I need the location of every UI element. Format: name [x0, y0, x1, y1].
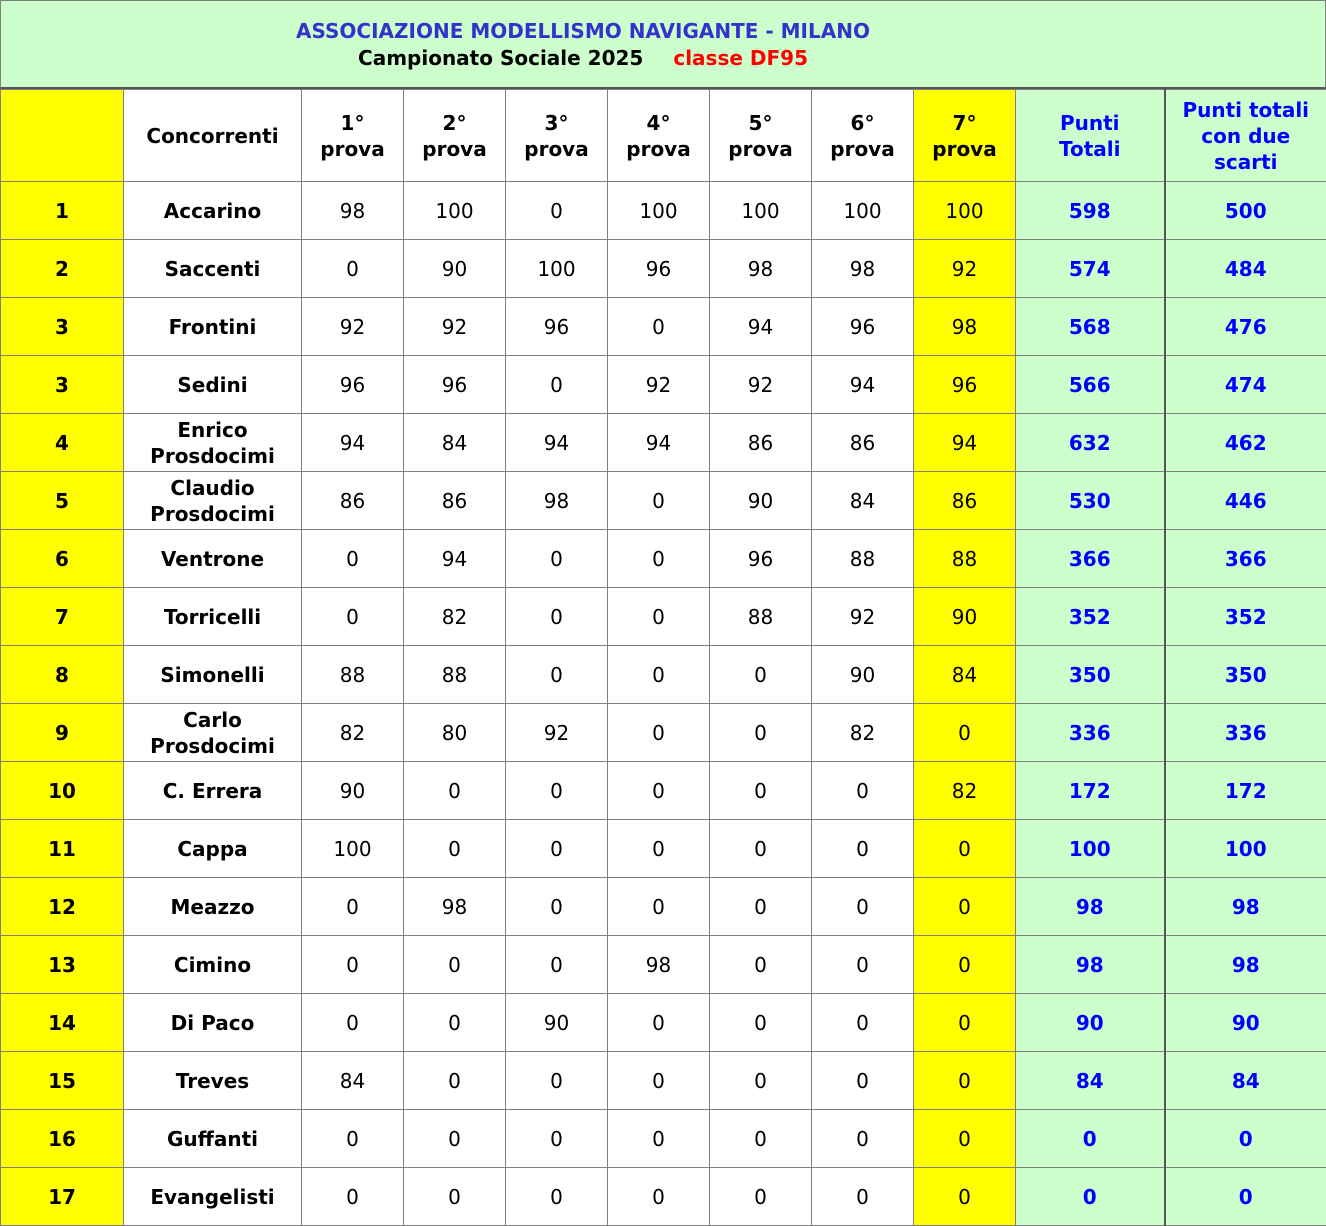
race-4-score-cell: 0: [608, 1052, 710, 1110]
position-cell: 1: [1, 182, 124, 240]
race-1-score-cell: 100: [302, 820, 404, 878]
race-6-score-cell: 86: [812, 414, 914, 472]
race-1-score-cell: 0: [302, 994, 404, 1052]
competitor-name-part: Carlo: [183, 708, 242, 732]
competitor-name-cell: [124, 356, 302, 414]
race-7-score-cell: 86: [914, 472, 1016, 530]
table-row: [1, 356, 1326, 414]
competitor-name-part: Saccenti: [165, 257, 261, 281]
race-2-score-cell: 0: [404, 1168, 506, 1226]
table-row: [1, 820, 1326, 878]
table-row: [1, 1110, 1326, 1168]
race-5-score-cell: 0: [710, 646, 812, 704]
race-6-score-cell: 0: [812, 762, 914, 820]
total-points-header: Punti Totali: [1016, 90, 1165, 182]
race-3-score-cell: 0: [506, 762, 608, 820]
race-7-score-cell: 0: [914, 704, 1016, 762]
race-7-score-cell: 90: [914, 588, 1016, 646]
race-5-score-cell: 0: [710, 936, 812, 994]
race-2-score-cell: 100: [404, 182, 506, 240]
race-3-score-cell: 0: [506, 820, 608, 878]
competitor-name-cell: [124, 936, 302, 994]
race-3-score-cell: 0: [506, 1110, 608, 1168]
race-7-score-cell: 100: [914, 182, 1016, 240]
race-3-score-cell: 0: [506, 936, 608, 994]
competitor-name-part: Cimino: [174, 953, 251, 977]
race-1-score-cell: 0: [302, 240, 404, 298]
total-points-cell: 598: [1016, 182, 1165, 240]
race-6-score-cell: 0: [812, 1110, 914, 1168]
competitor-name-cell: [124, 994, 302, 1052]
race-5-score-cell: 98: [710, 240, 812, 298]
race-4-score-cell: 0: [608, 762, 710, 820]
race-3-score-cell: 96: [506, 298, 608, 356]
race-1-score-cell: 0: [302, 1168, 404, 1226]
race-5-score-cell: 0: [710, 704, 812, 762]
race-6-score-cell: 92: [812, 588, 914, 646]
total-points-cell: 90: [1016, 994, 1165, 1052]
race-5-score-cell: 0: [710, 1052, 812, 1110]
race-4-score-cell: 94: [608, 414, 710, 472]
position-cell: 6: [1, 530, 124, 588]
total-points-cell: 0: [1016, 1168, 1165, 1226]
race-4-score-cell: 0: [608, 994, 710, 1052]
table-row: [1, 414, 1326, 472]
race-3-score-cell: 0: [506, 878, 608, 936]
position-cell: 11: [1, 820, 124, 878]
standings-table: [0, 89, 1326, 1226]
table-row: [1, 298, 1326, 356]
position-cell: 3: [1, 356, 124, 414]
race-2-header: 2° prova: [404, 90, 506, 182]
race-6-header: 6° prova: [812, 90, 914, 182]
race-2-score-cell: 98: [404, 878, 506, 936]
net-total-cell: 0: [1165, 1110, 1326, 1168]
net-total-cell: 84: [1165, 1052, 1326, 1110]
net-total-cell: 500: [1165, 182, 1326, 240]
net-total-cell: 350: [1165, 646, 1326, 704]
association-title: ASSOCIAZIONE MODELLISMO NAVIGANTE - MILANO: [1, 19, 1165, 43]
table-row: [1, 1168, 1326, 1226]
position-cell: 17: [1, 1168, 124, 1226]
competitor-name-cell: [124, 472, 302, 530]
race-5-score-cell: 86: [710, 414, 812, 472]
competitor-name-part: Treves: [176, 1069, 249, 1093]
race-2-score-cell: 80: [404, 704, 506, 762]
race-1-score-cell: 0: [302, 588, 404, 646]
table-row: [1, 472, 1326, 530]
position-cell: 9: [1, 704, 124, 762]
race-6-score-cell: 94: [812, 356, 914, 414]
race-4-score-cell: 0: [608, 472, 710, 530]
race-2-score-cell: 94: [404, 530, 506, 588]
race-5-score-cell: 0: [710, 1110, 812, 1168]
competitor-name-part: C. Errera: [163, 779, 263, 803]
total-points-cell: 98: [1016, 936, 1165, 994]
race-5-header: 5° prova: [710, 90, 812, 182]
net-total-cell: 172: [1165, 762, 1326, 820]
race-2-score-cell: 0: [404, 1110, 506, 1168]
net-total-header: Punti totali con due scarti: [1165, 90, 1326, 182]
race-2-score-cell: 92: [404, 298, 506, 356]
race-6-score-cell: 82: [812, 704, 914, 762]
total-points-cell: 352: [1016, 588, 1165, 646]
race-3-score-cell: 90: [506, 994, 608, 1052]
race-4-score-cell: 100: [608, 182, 710, 240]
table-row: [1, 646, 1326, 704]
race-1-score-cell: 94: [302, 414, 404, 472]
competitor-name-part: Prosdocimi: [150, 502, 275, 526]
competitor-name-cell: [124, 704, 302, 762]
total-points-cell: 84: [1016, 1052, 1165, 1110]
total-points-cell: 568: [1016, 298, 1165, 356]
net-total-cell: 352: [1165, 588, 1326, 646]
race-5-score-cell: 0: [710, 820, 812, 878]
position-cell: 12: [1, 878, 124, 936]
race-6-score-cell: 96: [812, 298, 914, 356]
total-points-cell: 0: [1016, 1110, 1165, 1168]
net-total-cell: 476: [1165, 298, 1326, 356]
standings-body: [1, 182, 1326, 1226]
net-total-cell: 366: [1165, 530, 1326, 588]
competitor-name-cell: [124, 820, 302, 878]
race-4-header: 4° prova: [608, 90, 710, 182]
race-2-score-cell: 88: [404, 646, 506, 704]
race-7-score-cell: 0: [914, 1052, 1016, 1110]
race-2-score-cell: 0: [404, 1052, 506, 1110]
race-7-score-cell: 82: [914, 762, 1016, 820]
race-4-score-cell: 0: [608, 298, 710, 356]
race-1-score-cell: 0: [302, 878, 404, 936]
race-4-score-cell: 0: [608, 1168, 710, 1226]
race-2-score-cell: 0: [404, 762, 506, 820]
race-1-score-cell: 90: [302, 762, 404, 820]
race-4-score-cell: 0: [608, 704, 710, 762]
race-2-score-cell: 0: [404, 820, 506, 878]
net-total-cell: 90: [1165, 994, 1326, 1052]
race-2-score-cell: 82: [404, 588, 506, 646]
race-6-score-cell: 84: [812, 472, 914, 530]
race-1-score-cell: 84: [302, 1052, 404, 1110]
race-4-score-cell: 0: [608, 820, 710, 878]
race-7-score-cell: 0: [914, 936, 1016, 994]
race-4-score-cell: 96: [608, 240, 710, 298]
position-cell: 8: [1, 646, 124, 704]
position-header: [1, 90, 124, 182]
competitor-name-part: Evangelisti: [150, 1185, 274, 1209]
position-cell: 5: [1, 472, 124, 530]
race-7-score-cell: 88: [914, 530, 1016, 588]
table-row: [1, 762, 1326, 820]
competitor-name-part: Di Paco: [171, 1011, 255, 1035]
race-1-score-cell: 96: [302, 356, 404, 414]
race-6-score-cell: 0: [812, 820, 914, 878]
position-cell: 10: [1, 762, 124, 820]
race-6-score-cell: 88: [812, 530, 914, 588]
race-7-score-cell: 0: [914, 1168, 1016, 1226]
table-row: [1, 530, 1326, 588]
position-cell: 3: [1, 298, 124, 356]
race-1-score-cell: 98: [302, 182, 404, 240]
race-6-score-cell: 98: [812, 240, 914, 298]
race-4-score-cell: 0: [608, 530, 710, 588]
competitor-name-part: Prosdocimi: [150, 444, 275, 468]
race-5-score-cell: 0: [710, 878, 812, 936]
position-cell: 4: [1, 414, 124, 472]
competitor-name-part: Meazzo: [171, 895, 255, 919]
table-row: [1, 182, 1326, 240]
position-cell: 16: [1, 1110, 124, 1168]
competitor-name-part: Torricelli: [164, 605, 261, 629]
race-1-score-cell: 0: [302, 936, 404, 994]
race-3-score-cell: 0: [506, 356, 608, 414]
race-3-score-cell: 0: [506, 646, 608, 704]
race-3-score-cell: 0: [506, 1052, 608, 1110]
net-total-cell: 474: [1165, 356, 1326, 414]
race-6-score-cell: 0: [812, 1052, 914, 1110]
race-5-score-cell: 92: [710, 356, 812, 414]
race-4-score-cell: 0: [608, 878, 710, 936]
race-7-score-cell: 84: [914, 646, 1016, 704]
race-1-score-cell: 0: [302, 1110, 404, 1168]
competitor-name-part: Enrico: [177, 418, 247, 442]
competitor-name-part: Simonelli: [160, 663, 264, 687]
race-2-score-cell: 90: [404, 240, 506, 298]
competitor-name-part: Accarino: [164, 199, 261, 223]
race-7-score-cell: 92: [914, 240, 1016, 298]
race-7-score-cell: 98: [914, 298, 1016, 356]
competitor-name-cell: [124, 414, 302, 472]
race-3-score-cell: 0: [506, 182, 608, 240]
race-6-score-cell: 100: [812, 182, 914, 240]
race-2-score-cell: 84: [404, 414, 506, 472]
race-7-score-cell: 0: [914, 1110, 1016, 1168]
race-3-score-cell: 0: [506, 530, 608, 588]
competitor-name-part: Ventrone: [161, 547, 264, 571]
total-points-cell: 566: [1016, 356, 1165, 414]
race-2-score-cell: 0: [404, 994, 506, 1052]
net-total-cell: 100: [1165, 820, 1326, 878]
race-4-score-cell: 92: [608, 356, 710, 414]
net-total-cell: 98: [1165, 936, 1326, 994]
championship-subtitle-line: [1, 46, 1165, 70]
race-3-header: 3° prova: [506, 90, 608, 182]
net-total-cell: 98: [1165, 878, 1326, 936]
race-5-score-cell: 100: [710, 182, 812, 240]
competitor-name-cell: [124, 588, 302, 646]
net-total-cell: 462: [1165, 414, 1326, 472]
competitor-name-cell: [124, 1052, 302, 1110]
competitor-name-part: Prosdocimi: [150, 734, 275, 758]
race-1-score-cell: 88: [302, 646, 404, 704]
race-4-score-cell: 98: [608, 936, 710, 994]
total-points-cell: 632: [1016, 414, 1165, 472]
race-3-score-cell: 98: [506, 472, 608, 530]
race-3-score-cell: 0: [506, 1168, 608, 1226]
race-2-score-cell: 96: [404, 356, 506, 414]
race-5-score-cell: 0: [710, 762, 812, 820]
race-7-score-cell: 0: [914, 994, 1016, 1052]
position-cell: 7: [1, 588, 124, 646]
header-banner: [0, 0, 1326, 89]
total-points-cell: 172: [1016, 762, 1165, 820]
race-4-score-cell: 0: [608, 588, 710, 646]
name-header: Concorrenti: [124, 90, 302, 182]
race-5-score-cell: 94: [710, 298, 812, 356]
net-total-cell: 446: [1165, 472, 1326, 530]
race-1-score-cell: 0: [302, 530, 404, 588]
table-row: [1, 878, 1326, 936]
total-points-cell: 336: [1016, 704, 1165, 762]
competitor-name-cell: [124, 182, 302, 240]
table-row: [1, 240, 1326, 298]
competitor-name-cell: [124, 1110, 302, 1168]
competitor-name-cell: [124, 646, 302, 704]
table-row: [1, 936, 1326, 994]
position-cell: 13: [1, 936, 124, 994]
race-5-score-cell: 90: [710, 472, 812, 530]
race-4-score-cell: 0: [608, 646, 710, 704]
race-3-score-cell: 0: [506, 588, 608, 646]
race-2-score-cell: 86: [404, 472, 506, 530]
race-6-score-cell: 0: [812, 936, 914, 994]
position-cell: 14: [1, 994, 124, 1052]
race-1-score-cell: 92: [302, 298, 404, 356]
race-3-score-cell: 94: [506, 414, 608, 472]
table-row: [1, 994, 1326, 1052]
competitor-name-part: Guffanti: [167, 1127, 258, 1151]
race-6-score-cell: 0: [812, 878, 914, 936]
race-6-score-cell: 90: [812, 646, 914, 704]
race-7-score-cell: 0: [914, 820, 1016, 878]
race-1-score-cell: 86: [302, 472, 404, 530]
race-2-score-cell: 0: [404, 936, 506, 994]
race-5-score-cell: 96: [710, 530, 812, 588]
competitor-name-cell: [124, 530, 302, 588]
header-row: [1, 90, 1326, 182]
competitor-name-cell: [124, 240, 302, 298]
race-5-score-cell: 88: [710, 588, 812, 646]
net-total-cell: 484: [1165, 240, 1326, 298]
competitor-name-cell: [124, 1168, 302, 1226]
total-points-cell: 98: [1016, 878, 1165, 936]
position-cell: 15: [1, 1052, 124, 1110]
race-7-score-cell: 0: [914, 878, 1016, 936]
competitor-name-cell: [124, 762, 302, 820]
net-total-cell: 336: [1165, 704, 1326, 762]
race-7-header: 7° prova: [914, 90, 1016, 182]
championship-subtitle: Campionato Sociale 2025: [358, 46, 643, 70]
race-1-header: 1° prova: [302, 90, 404, 182]
competitor-name-part: Cappa: [177, 837, 247, 861]
race-6-score-cell: 0: [812, 1168, 914, 1226]
race-5-score-cell: 0: [710, 1168, 812, 1226]
race-5-score-cell: 0: [710, 994, 812, 1052]
total-points-cell: 574: [1016, 240, 1165, 298]
table-row: [1, 588, 1326, 646]
race-6-score-cell: 0: [812, 994, 914, 1052]
competitor-name-cell: [124, 878, 302, 936]
competitor-name-part: Frontini: [169, 315, 257, 339]
class-label: classe DF95: [673, 46, 808, 70]
total-points-cell: 100: [1016, 820, 1165, 878]
race-3-score-cell: 100: [506, 240, 608, 298]
race-3-score-cell: 92: [506, 704, 608, 762]
competitor-name-cell: [124, 298, 302, 356]
table-row: [1, 1052, 1326, 1110]
race-7-score-cell: 94: [914, 414, 1016, 472]
race-1-score-cell: 82: [302, 704, 404, 762]
position-cell: 2: [1, 240, 124, 298]
competitor-name-part: Claudio: [170, 476, 254, 500]
race-7-score-cell: 96: [914, 356, 1016, 414]
total-points-cell: 366: [1016, 530, 1165, 588]
net-total-cell: 0: [1165, 1168, 1326, 1226]
total-points-cell: 350: [1016, 646, 1165, 704]
race-4-score-cell: 0: [608, 1110, 710, 1168]
table-row: [1, 704, 1326, 762]
competitor-name-part: Sedini: [177, 373, 247, 397]
total-points-cell: 530: [1016, 472, 1165, 530]
